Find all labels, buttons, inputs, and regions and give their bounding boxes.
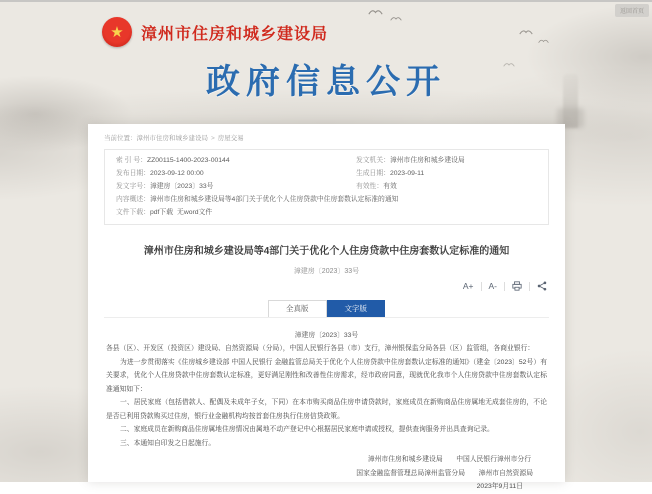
version-tabs bbox=[104, 300, 549, 318]
pdf-download-link[interactable]: pdf下载 bbox=[149, 209, 174, 216]
meta-validity: 有效性： 有效 bbox=[355, 183, 397, 190]
breadcrumb bbox=[104, 133, 549, 142]
meta-index: 索 引 号： ZZ00115-1400-2023-00144 bbox=[116, 157, 230, 164]
body-paragraph: 为进一步贯彻落实《住房城乡建设部 中国人民银行 金融监管总局关于优化个人住房贷款中住房套数认定标准的通知》（建金〔2023〕52号）有关要求，优化个人住房贷款中住房套数认定标准，更好满足刚性和改善性住房需求，经市政府同意，现就优化我市个人住房贷款中住房套数认定标准通知如下： bbox=[106, 358, 547, 393]
meta-download: 文件下载： pdf下载 无word文件 bbox=[116, 206, 537, 219]
no-word-file-note: 无word文件 bbox=[177, 209, 213, 216]
article-doc-number: 漳建房〔2023〕33号 bbox=[293, 268, 360, 275]
body-item-2: 二、家庭成员在新购商品住房属地住房情况由属地不动产登记中心根据居民家庭申请或授权，提供查询服务并出具查询记录。 bbox=[120, 426, 494, 433]
article-tools bbox=[104, 281, 549, 291]
article-title: 漳州市住房和城乡建设局等4部门关于优化个人住房贷款中住房套数认定标准的通知 bbox=[143, 246, 510, 257]
signature-line-1: 漳州市住房和城乡建设局 中国人民银行漳州市分行 bbox=[367, 456, 531, 463]
font-increase-button[interactable]: A+ bbox=[462, 281, 474, 291]
meta-row bbox=[116, 154, 537, 167]
document-meta-table bbox=[104, 149, 549, 225]
meta-row bbox=[116, 167, 537, 180]
document-body bbox=[104, 318, 549, 494]
banner-title: 政府信息公开 bbox=[206, 63, 446, 101]
meta-created-date: 生成日期： 2023-09-11 bbox=[355, 170, 425, 177]
printer-icon[interactable] bbox=[512, 281, 522, 291]
share-icon[interactable] bbox=[537, 281, 547, 291]
site-name: 漳州市住房和城乡建设局 bbox=[141, 25, 329, 43]
breadcrumb-site-link[interactable]: 漳州市住房和城乡建设局 bbox=[136, 135, 208, 142]
body-doc-number: 漳建房〔2023〕33号 bbox=[294, 331, 359, 339]
tab-text-version[interactable]: 文字版 bbox=[327, 300, 386, 317]
meta-publish-date: 发布日期： 2023-09-12 00:00 bbox=[116, 170, 204, 177]
banner bbox=[0, 54, 652, 103]
font-decrease-button[interactable]: A- bbox=[488, 281, 497, 291]
meta-doc-number: 发文字号： 漳建房〔2023〕33号 bbox=[116, 183, 214, 190]
body-item-3: 三、本通知自印发之日起施行。 bbox=[120, 439, 216, 447]
header-brand[interactable] bbox=[102, 17, 328, 47]
meta-row bbox=[116, 180, 537, 193]
breadcrumb-label: 当前位置： bbox=[104, 135, 137, 142]
national-emblem-icon: ★ bbox=[102, 17, 132, 47]
meta-summary: 内容概述： 漳州市住房和城乡建设局等4部门关于优化个人住房贷款中住房套数认定标准的通知 bbox=[116, 196, 399, 203]
signature-date: 2023年9月11日 bbox=[476, 483, 523, 490]
divider bbox=[504, 282, 505, 291]
body-salutation: 各县（区）、开发区（投资区）建设局、自然资源局（分局），中国人民银行各县（市）支行，漳州银保监分局各县（区）监管组，各商业银行： bbox=[106, 345, 535, 352]
divider bbox=[529, 282, 530, 291]
signature-line-2: 国家金融监督管理总局漳州监管分局 漳州市自然资源局 bbox=[356, 469, 533, 477]
breadcrumb-section-link[interactable]: 房屋交易 bbox=[217, 135, 244, 142]
signature-block bbox=[106, 453, 547, 494]
home-button[interactable]: 返回首页 bbox=[615, 4, 649, 17]
breadcrumb-separator: > bbox=[211, 135, 215, 142]
content-card bbox=[88, 124, 565, 490]
site-header bbox=[0, 2, 652, 52]
body-item-1: 一、居民家庭（包括借款人、配偶及未成年子女，下同）在本市购买商品住房申请贷款时，家庭成员在新购商品住房属地无成套住房的，不论是否已利用贷款购买过住房，银行业金融机构均按首套住房执行住房信贷政策。 bbox=[106, 399, 547, 420]
meta-issuer: 发文机关： 漳州市住房和城乡建设局 bbox=[355, 157, 465, 164]
tab-full-version[interactable]: 全真版 bbox=[268, 300, 327, 317]
divider bbox=[481, 282, 482, 291]
